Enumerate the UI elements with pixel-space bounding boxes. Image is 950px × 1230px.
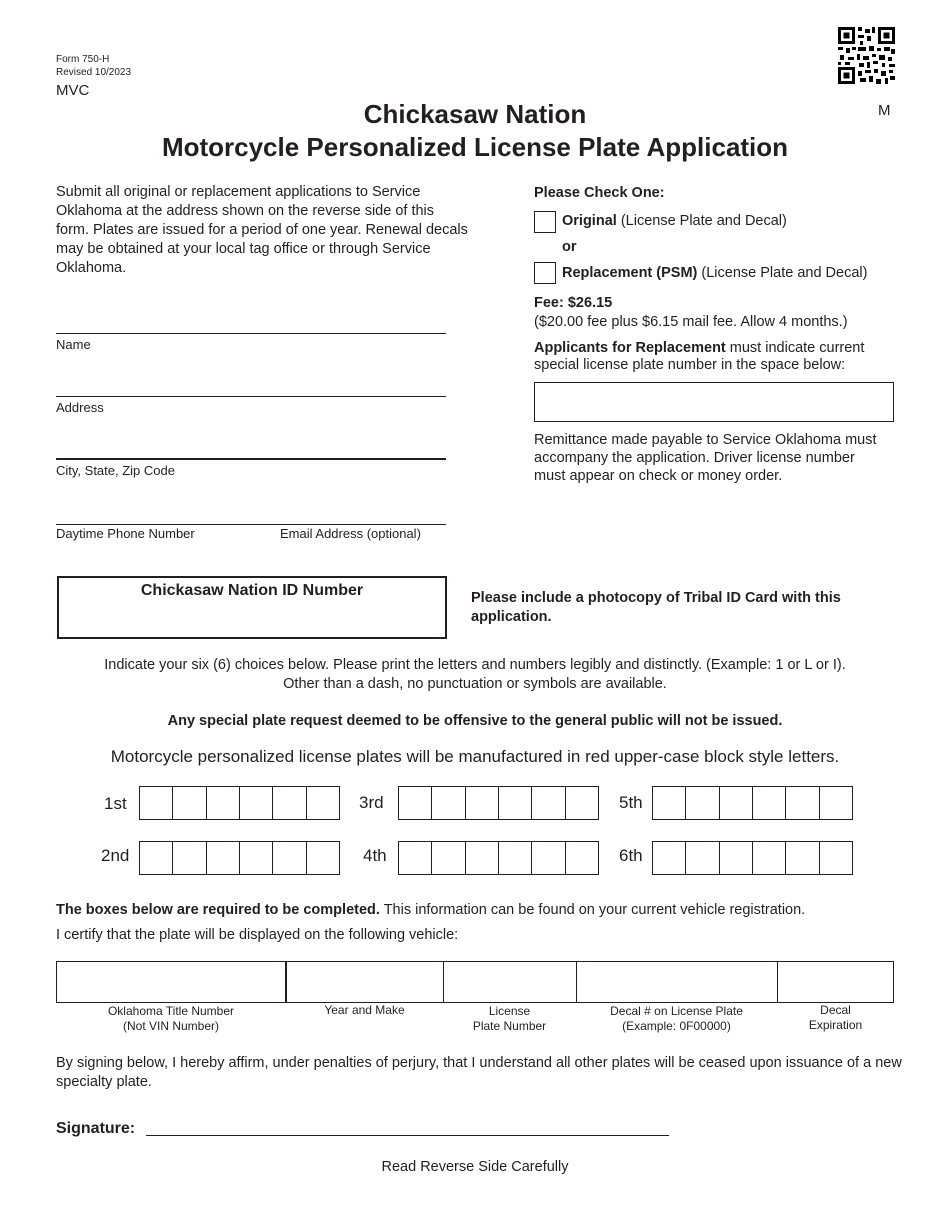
decal-expiration-label-line1: Decal — [820, 1003, 851, 1017]
year-make-input[interactable] — [287, 962, 444, 1002]
email-label: Email Address (optional) — [280, 526, 421, 541]
city-state-zip-field[interactable] — [56, 440, 446, 460]
license-plate-label — [443, 1004, 576, 1034]
original-label: Original — [562, 213, 617, 229]
choice-3-boxes[interactable] — [398, 786, 599, 820]
decal-number-label — [576, 1004, 777, 1034]
choice-4-boxes[interactable] — [398, 841, 599, 875]
fee-detail: ($20.00 fee plus $6.15 mail fee. Allow 4 months.) — [534, 314, 848, 330]
choice-1-label: 1st — [104, 794, 127, 813]
replacement-note — [534, 340, 894, 374]
decal-expiration-label — [777, 1003, 894, 1033]
name-label: Name — [56, 337, 91, 352]
nation-id-label: Chickasaw Nation ID Number — [140, 582, 364, 599]
check-one-heading: Please Check One: — [534, 185, 665, 201]
choices-instruction-2: Other than a dash, no punctuation or symbols are available. — [283, 676, 667, 692]
license-plate-label-line2: Plate Number — [472, 1019, 547, 1033]
agency-code: MVC — [56, 82, 90, 99]
year-make-label: Year and Make — [324, 1003, 405, 1017]
choice-1-boxes[interactable] — [139, 786, 340, 820]
current-plate-number-input[interactable] — [534, 382, 894, 422]
vehicle-required-rest: This information can be found on your current vehicle registration. — [379, 902, 806, 918]
nation-id-box[interactable] — [57, 576, 447, 639]
intro-text: Submit all original or replacement applications to Service Oklahoma at the address shown on the reverse side of this form. Plates are issued for a period of one year. Renewal decals may be obtained at your local tag office or through Service Oklahoma. — [56, 184, 468, 276]
footer-note: Read Reverse Side Carefully — [381, 1159, 569, 1175]
choice-2-label: 2nd — [101, 846, 130, 865]
or-text: or — [562, 239, 577, 255]
name-field[interactable] — [56, 314, 446, 334]
phone-label: Daytime Phone Number — [56, 526, 195, 541]
license-plate-input[interactable] — [444, 962, 577, 1002]
affirmation-text: By signing below, I hereby affirm, under penalties of perjury, that I understand all other plates will be ceased upon issuance of a new specialty plate. — [56, 1055, 902, 1090]
replacement-note-bold: Applicants for Replacement — [534, 340, 726, 356]
choice-5-label: 5th — [619, 793, 643, 812]
vehicle-certify-text: I certify that the plate will be displayed on the following vehicle: — [56, 927, 459, 943]
photocopy-note: Please include a photocopy of Tribal ID Card with this application. — [471, 590, 841, 625]
title-number-label-line1: Oklahoma Title Number — [107, 1004, 235, 1018]
original-option — [562, 212, 787, 231]
choices-instruction-1: Indicate your six (6) choices below. Please print the letters and numbers legibly and distinctly. (Example: 1 or L or I). — [104, 657, 846, 673]
title-number-label — [56, 1004, 286, 1034]
revised-date: Revised 10/2023 — [56, 67, 132, 78]
address-field[interactable] — [56, 377, 446, 397]
choice-2-boxes[interactable] — [139, 841, 340, 875]
choice-4-label: 4th — [363, 846, 387, 865]
decal-expiration-input[interactable] — [778, 962, 893, 1002]
vehicle-required-bold: The boxes below are required to be completed. — [56, 902, 380, 918]
phone-email-field[interactable] — [56, 505, 446, 525]
replacement-label: Replacement (PSM) — [562, 265, 698, 281]
signature-field[interactable] — [146, 1116, 669, 1136]
page-title-nation: Chickasaw Nation — [363, 99, 587, 129]
choice-5-boxes[interactable] — [652, 786, 853, 820]
choice-6-label: 6th — [619, 846, 643, 865]
decal-number-input[interactable] — [577, 962, 778, 1002]
choice-6-boxes[interactable] — [652, 841, 853, 875]
replacement-option — [562, 264, 867, 283]
title-number-label-line2: (Not VIN Number) — [122, 1019, 220, 1033]
replacement-detail: (License Plate and Decal) — [697, 265, 868, 281]
original-checkbox[interactable] — [534, 211, 556, 233]
address-label: Address — [56, 400, 104, 415]
qr-code-icon — [838, 27, 895, 84]
signature-label: Signature: — [56, 1120, 136, 1137]
replacement-checkbox[interactable] — [534, 262, 556, 284]
title-number-input[interactable] — [57, 962, 287, 1002]
form-number: Form 750-H — [56, 54, 110, 65]
decal-number-label-line2: (Example: 0F00000) — [622, 1019, 731, 1033]
license-plate-label-line1: License — [488, 1004, 531, 1018]
replacement-note-rest: must indicate current special license plate number in the space below: — [534, 340, 865, 373]
decal-number-label-line1: Decal # on License Plate — [610, 1004, 743, 1018]
city-state-zip-label: City, State, Zip Code — [56, 463, 175, 478]
vehicle-info-table — [56, 961, 894, 1003]
offensive-warning: Any special plate request deemed to be offensive to the general public will not be issued. — [167, 713, 783, 729]
manufacture-note: Motorcycle personalized license plates will be manufactured in red upper-case block style letters. — [110, 747, 840, 766]
original-detail: (License Plate and Decal) — [616, 213, 787, 229]
choice-3-label: 3rd — [359, 793, 384, 812]
vehicle-required-note — [56, 901, 805, 920]
corner-code: M — [878, 102, 891, 119]
page-title-form: Motorcycle Personalized License Plate Application — [161, 132, 789, 162]
remittance-text: Remittance made payable to Service Oklahoma must accompany the application. Driver license number must appear on check or money order. — [534, 432, 877, 484]
decal-expiration-label-line2: Expiration — [808, 1018, 863, 1032]
fee-label: Fee: $26.15 — [534, 295, 613, 311]
